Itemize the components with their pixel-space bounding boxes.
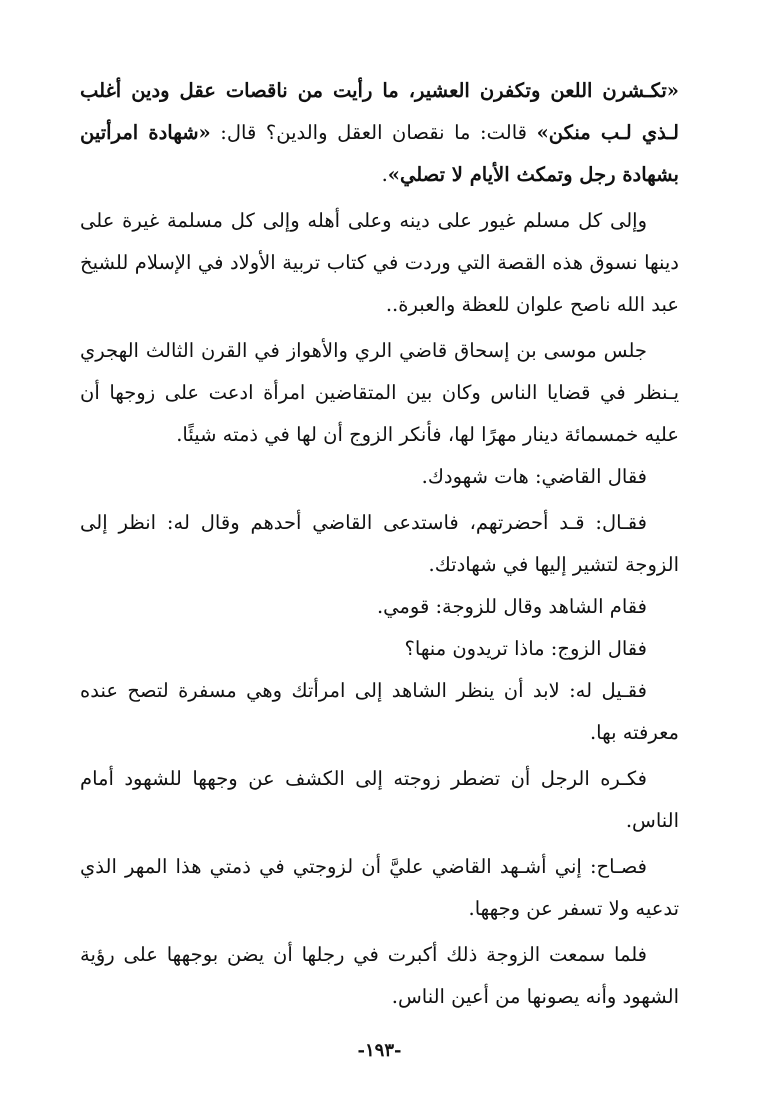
narration-text: قالت: ما نقصان العقل والدين؟ قال: — [210, 121, 537, 144]
paragraph-husband-confesses: فصـاح: إني أشـهد القاضي عليَّ أن لزوجتي في ذمتي هذا المهر الذي تدعيه ولا تسفر عن وجهها. — [80, 855, 679, 920]
hadith-quote-2: «شهادة امرأتين بشهادة رجل وتمكث الأيام لا تصلي» — [80, 121, 679, 186]
hadith-quote-1: «تكـشرن اللعن وتكفرن العشير، ما رأيت من ناقصات عقل ودين أغلب لـذي لـب منكن» — [80, 79, 679, 144]
paragraph-story-opening: جلس موسى بن إسحاق قاضي الري والأهواز في القرن الثالث الهجري يـنظر في قضايا الناس وكان بين المتقاضين امرأة ادعت على زوجها أن عليه خمسمائة دينار مهرًا لها، فأنكر الزوج أن لها في ذمته شيئًا. — [80, 339, 679, 446]
sentence-end: . — [381, 163, 388, 186]
paragraph-hadith — [80, 70, 679, 196]
paragraph-introduction: وإلى كل مسلم غيور على دينه وعلى أهله وإلى كل مسلمة غيرة على دينها نسوق هذه القصة التي وردت في كتاب تربية الأولاد في الإسلام للشيخ عبد الله ناصح علوان للعظة والعبرة.. — [80, 209, 679, 316]
paragraph-husband-asks: فقال الزوج: ماذا تريدون منها؟ — [404, 637, 647, 660]
page-body — [80, 70, 679, 1018]
paragraph-judge-request: فقال القاضي: هات شهودك. — [421, 465, 647, 488]
paragraph-witness-called: فقـال: قـد أحضرتهم، فاستدعى القاضي أحدهم وقال له: انظر إلى الزوجة لتشير إليها في شهادتك. — [80, 511, 679, 576]
paragraph-wife-reaction: فلما سمعت الزوجة ذلك أكبرت في رجلها أن يضن بوجهها على رؤية الشهود وأنه يصونها من أعين الناس. — [80, 943, 679, 1008]
paragraph-explanation: فقـيل له: لابد أن ينظر الشاهد إلى امرأتك وهي مسفرة لتصح عنده معرفته بها. — [80, 679, 679, 744]
paragraph-husband-dislikes: فكـره الرجل أن تضطر زوجته إلى الكشف عن وجهها للشهود أمام الناس. — [80, 767, 679, 832]
paragraph-witness-stands: فقام الشاهد وقال للزوجة: قومي. — [376, 595, 647, 618]
page-number: -١٩٣- — [357, 1040, 402, 1061]
